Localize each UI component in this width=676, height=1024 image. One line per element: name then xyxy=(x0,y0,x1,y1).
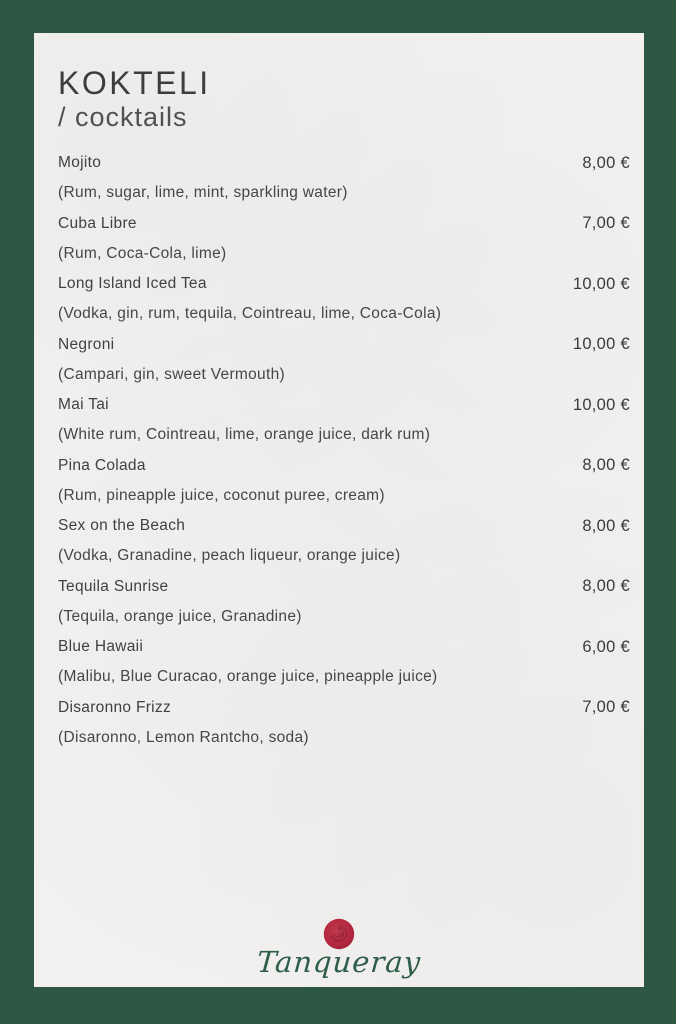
menu-item xyxy=(58,572,630,633)
cocktail-name: Negroni xyxy=(58,335,115,353)
cocktail-name: Tequila Sunrise xyxy=(58,577,169,595)
menu-item-header xyxy=(58,330,630,360)
page-subtitle: / cocktails xyxy=(58,102,188,133)
menu-item-header xyxy=(58,390,630,420)
menu-item-header xyxy=(58,269,630,299)
brand-name: Tanqueray xyxy=(255,945,423,980)
brand-footer xyxy=(34,917,644,979)
cocktail-price: 8,00 € xyxy=(582,153,630,172)
cocktail-ingredients: (Vodka, Granadine, peach liqueur, orange juice) xyxy=(58,547,401,565)
menu-item xyxy=(58,390,630,451)
menu-item xyxy=(58,209,630,270)
cocktail-name: Disaronno Frizz xyxy=(58,698,172,716)
cocktail-ingredients: (Vodka, gin, rum, tequila, Cointreau, lime, Coca-Cola) xyxy=(58,305,442,323)
cocktail-ingredients: (White rum, Cointreau, lime, orange juice, dark rum) xyxy=(58,426,431,444)
menu-item-header xyxy=(58,632,630,662)
menu-item-header xyxy=(58,511,630,541)
cocktail-price: 10,00 € xyxy=(572,395,630,414)
page-title: KOKTELI xyxy=(58,65,211,101)
cocktail-ingredients: (Tequila, orange juice, Granadine) xyxy=(58,607,302,625)
menu-item-header xyxy=(58,209,630,239)
menu-item-header xyxy=(58,451,630,481)
menu-item xyxy=(58,148,630,209)
cocktail-ingredients: (Rum, pineapple juice, coconut puree, cream) xyxy=(58,486,385,504)
cocktail-name: Mai Tai xyxy=(58,396,109,414)
menu-item xyxy=(58,451,630,512)
menu-item xyxy=(58,632,630,693)
cocktail-ingredients: (Disaronno, Lemon Rantcho, soda) xyxy=(58,728,309,746)
cocktail-price: 8,00 € xyxy=(582,577,630,596)
cocktail-price: 7,00 € xyxy=(582,698,630,717)
cocktail-price: 6,00 € xyxy=(582,637,630,656)
menu-item-header xyxy=(58,693,630,723)
cocktail-name: Mojito xyxy=(58,154,102,172)
cocktail-price: 10,00 € xyxy=(572,274,630,293)
cocktail-price: 7,00 € xyxy=(582,214,630,233)
cocktail-price: 8,00 € xyxy=(582,516,630,535)
cocktail-ingredients: (Campari, gin, sweet Vermouth) xyxy=(58,365,285,383)
cocktail-ingredients: (Rum, Coca-Cola, lime) xyxy=(58,244,227,262)
cocktail-ingredients: (Malibu, Blue Curacao, orange juice, pineapple juice) xyxy=(58,668,438,686)
cocktail-name: Sex on the Beach xyxy=(58,517,186,535)
cocktail-price: 10,00 € xyxy=(572,335,630,354)
cocktail-ingredients: (Rum, sugar, lime, mint, sparkling water) xyxy=(58,184,348,202)
cocktail-name: Blue Hawaii xyxy=(58,638,144,656)
cocktail-list xyxy=(58,148,630,753)
menu-item xyxy=(58,269,630,330)
cocktail-name: Long Island Iced Tea xyxy=(58,275,207,293)
menu-item xyxy=(58,693,630,754)
menu-page xyxy=(34,33,644,987)
cocktail-name: Pina Colada xyxy=(58,456,146,474)
menu-item-header xyxy=(58,148,630,178)
menu-item-header xyxy=(58,572,630,602)
cocktail-price: 8,00 € xyxy=(582,456,630,475)
menu-item xyxy=(58,511,630,572)
menu-item xyxy=(58,330,630,391)
cocktail-name: Cuba Libre xyxy=(58,214,137,232)
